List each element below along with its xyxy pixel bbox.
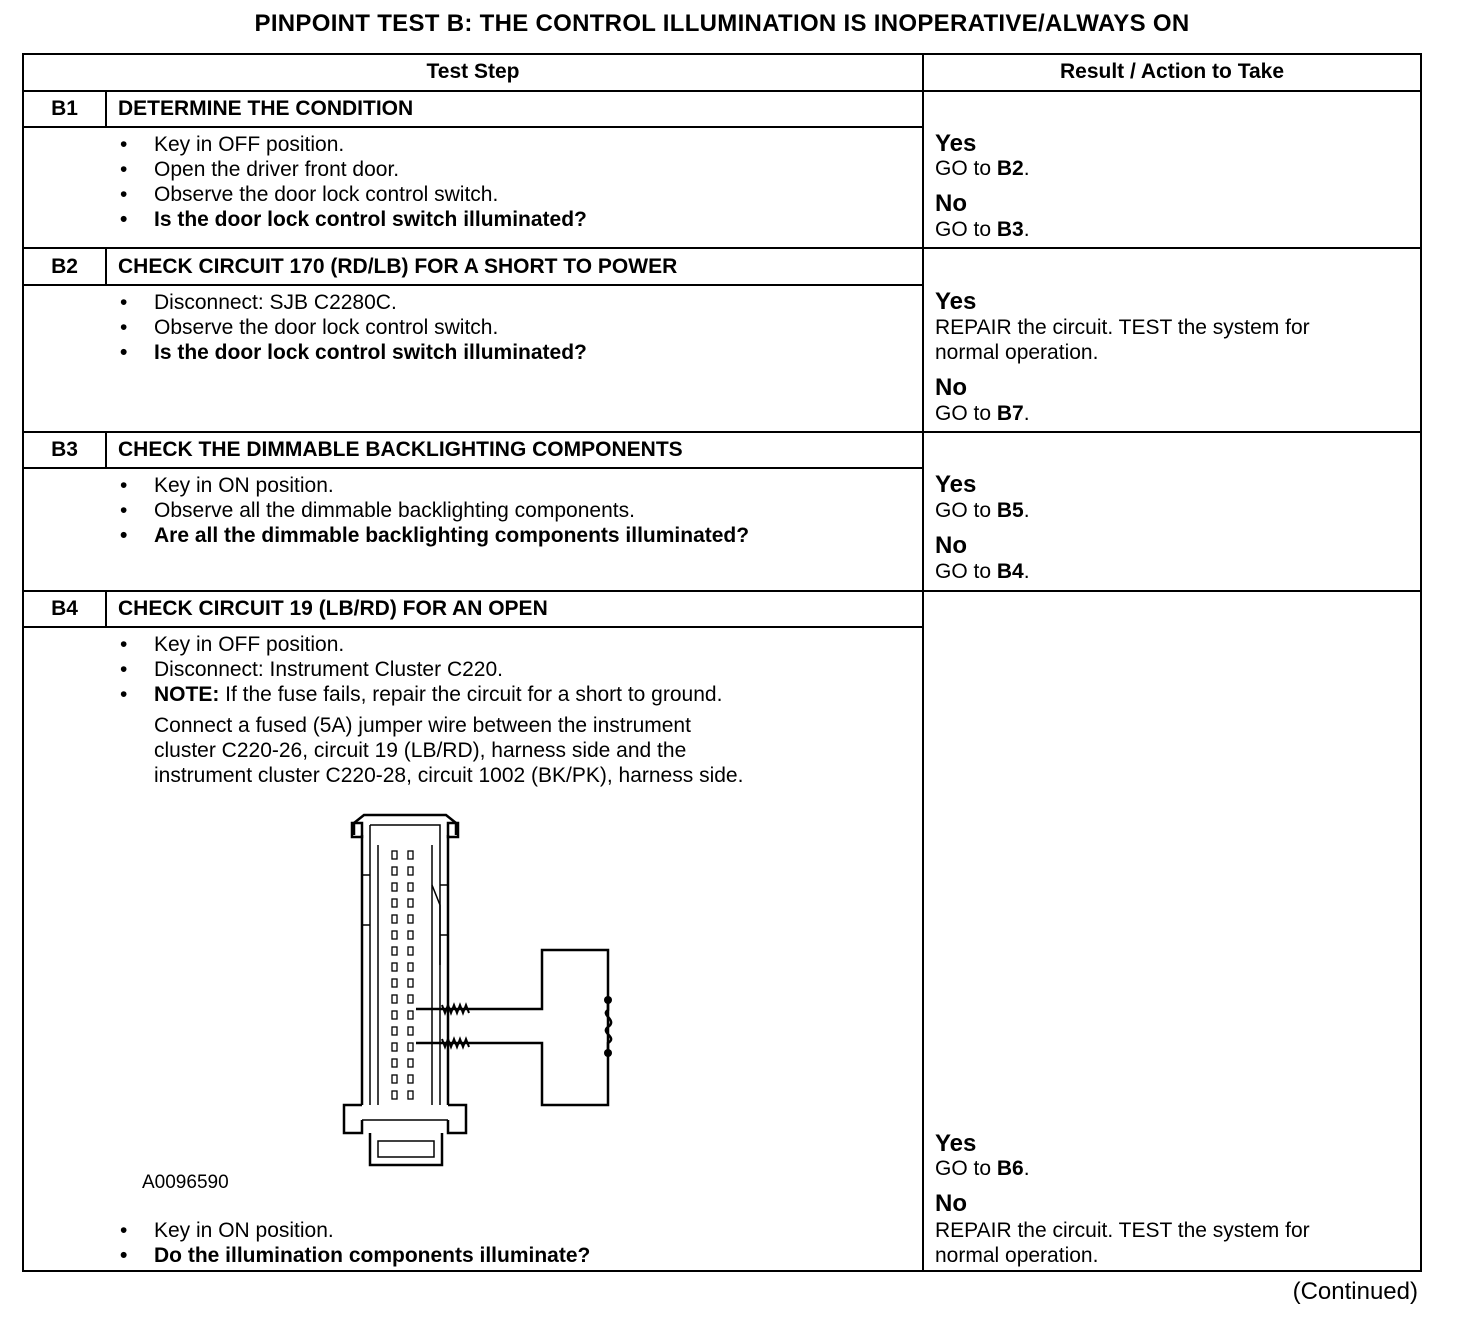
result-yes-target: B5 — [996, 499, 1024, 522]
bullet-item: • Disconnect: Instrument Cluster C220. — [118, 657, 722, 682]
bullet-item: • Observe all the dimmable backlighting components. — [118, 498, 749, 523]
step-bullets — [118, 632, 722, 707]
bullet-question: • Do the illumination components illuminate? — [118, 1243, 590, 1268]
bullet-question: • Are all the dimmable backlighting components illuminated? — [118, 523, 749, 548]
step-id: B3 — [51, 438, 78, 461]
result-no-action-cont: normal operation. — [935, 1244, 1099, 1267]
step-bullets — [118, 132, 587, 232]
result-yes-action: GO to B5. — [935, 499, 1030, 522]
step-heading: CHECK CIRCUIT 170 (RD/LB) FOR A SHORT TO POWER — [118, 255, 678, 278]
bullet-item: • Observe the door lock control switch. — [118, 315, 587, 340]
connect-instruction-line: instrument cluster C220-28, circuit 1002 (BK/PK), harness side. — [154, 764, 744, 787]
step-rule — [24, 590, 1420, 592]
bullet-question: • Is the door lock control switch illuminated? — [118, 340, 587, 365]
result-no-target: B7 — [996, 402, 1024, 425]
header-result: Result / Action to Take — [1059, 60, 1285, 83]
step-heading-rule — [24, 626, 922, 628]
note-text: If the fuse fails, repair the circuit for a short to ground. — [219, 683, 723, 706]
bullet-item: • Key in OFF position. — [118, 132, 587, 157]
result-no-action: GO to B7. — [935, 402, 1030, 425]
bullet-item: • Key in ON position. — [118, 473, 749, 498]
figure-id: A0096590 — [142, 1172, 229, 1193]
connect-instruction-line: cluster C220-26, circuit 19 (LB/RD), harness side and the — [154, 739, 687, 762]
result-yes-action: REPAIR the circuit. TEST the system for — [935, 316, 1310, 339]
bullet-item: • Key in ON position. — [118, 1218, 590, 1243]
step-heading: DETERMINE THE CONDITION — [118, 97, 414, 120]
result-no-action: GO to B3. — [935, 218, 1030, 241]
bullet-item: • Key in OFF position. — [118, 632, 722, 657]
result-no-label: No — [935, 1190, 967, 1217]
step-id: B2 — [51, 255, 78, 278]
connect-instruction-line: Connect a fused (5A) jumper wire between the instrument — [154, 714, 691, 737]
step-id: B4 — [51, 597, 78, 620]
result-no-label: No — [935, 190, 967, 217]
step-heading-rule — [24, 126, 922, 128]
step-heading: CHECK THE DIMMABLE BACKLIGHTING COMPONENTS — [118, 438, 683, 461]
result-no-target: B3 — [996, 218, 1024, 241]
bullet-item: • Observe the door lock control switch. — [118, 182, 587, 207]
step-id-divider — [105, 92, 107, 127]
result-no-target: B4 — [996, 560, 1024, 583]
bullet-question: • Is the door lock control switch illuminated? — [118, 207, 587, 232]
step-rule — [24, 247, 1420, 249]
page-title: PINPOINT TEST B: THE CONTROL ILLUMINATION IS INOPERATIVE/ALWAYS ON — [254, 10, 1190, 37]
pinpoint-test-table — [22, 53, 1422, 1272]
bullet-item: • Disconnect: SJB C2280C. — [118, 290, 587, 315]
result-yes-target: B2 — [996, 157, 1024, 180]
header-rule — [24, 90, 1420, 92]
result-yes-target: B6 — [996, 1157, 1024, 1180]
step-bullets — [118, 290, 587, 365]
result-yes-action-cont: normal operation. — [935, 341, 1099, 364]
bullet-note — [118, 682, 722, 707]
step-heading-rule — [24, 467, 922, 469]
step-id-divider — [105, 592, 107, 627]
step-bullets — [118, 473, 749, 548]
step-bullets-after — [118, 1218, 590, 1268]
result-yes-label: Yes — [935, 1130, 977, 1157]
column-divider — [922, 55, 924, 1272]
note-label: NOTE: — [154, 683, 220, 706]
bullet-item: • Open the driver front door. — [118, 157, 587, 182]
result-yes-label: Yes — [935, 471, 977, 498]
result-no-label: No — [935, 374, 967, 401]
result-yes-action: GO to B2. — [935, 157, 1030, 180]
step-id-divider — [105, 433, 107, 468]
result-no-label: No — [935, 532, 967, 559]
result-no-action: REPAIR the circuit. TEST the system for — [935, 1219, 1310, 1242]
continued-note: (Continued) — [1292, 1278, 1418, 1305]
step-id: B1 — [51, 97, 78, 120]
step-rule — [24, 431, 1420, 433]
step-id-divider — [105, 249, 107, 285]
result-no-action: GO to B4. — [935, 560, 1030, 583]
step-heading-rule — [24, 284, 922, 286]
connector-diagram — [330, 805, 630, 1170]
header-test-step: Test Step — [426, 60, 520, 83]
result-yes-action: GO to B6. — [935, 1157, 1030, 1180]
result-yes-label: Yes — [935, 130, 977, 157]
result-yes-label: Yes — [935, 288, 977, 315]
step-heading: CHECK CIRCUIT 19 (LB/RD) FOR AN OPEN — [118, 597, 548, 620]
